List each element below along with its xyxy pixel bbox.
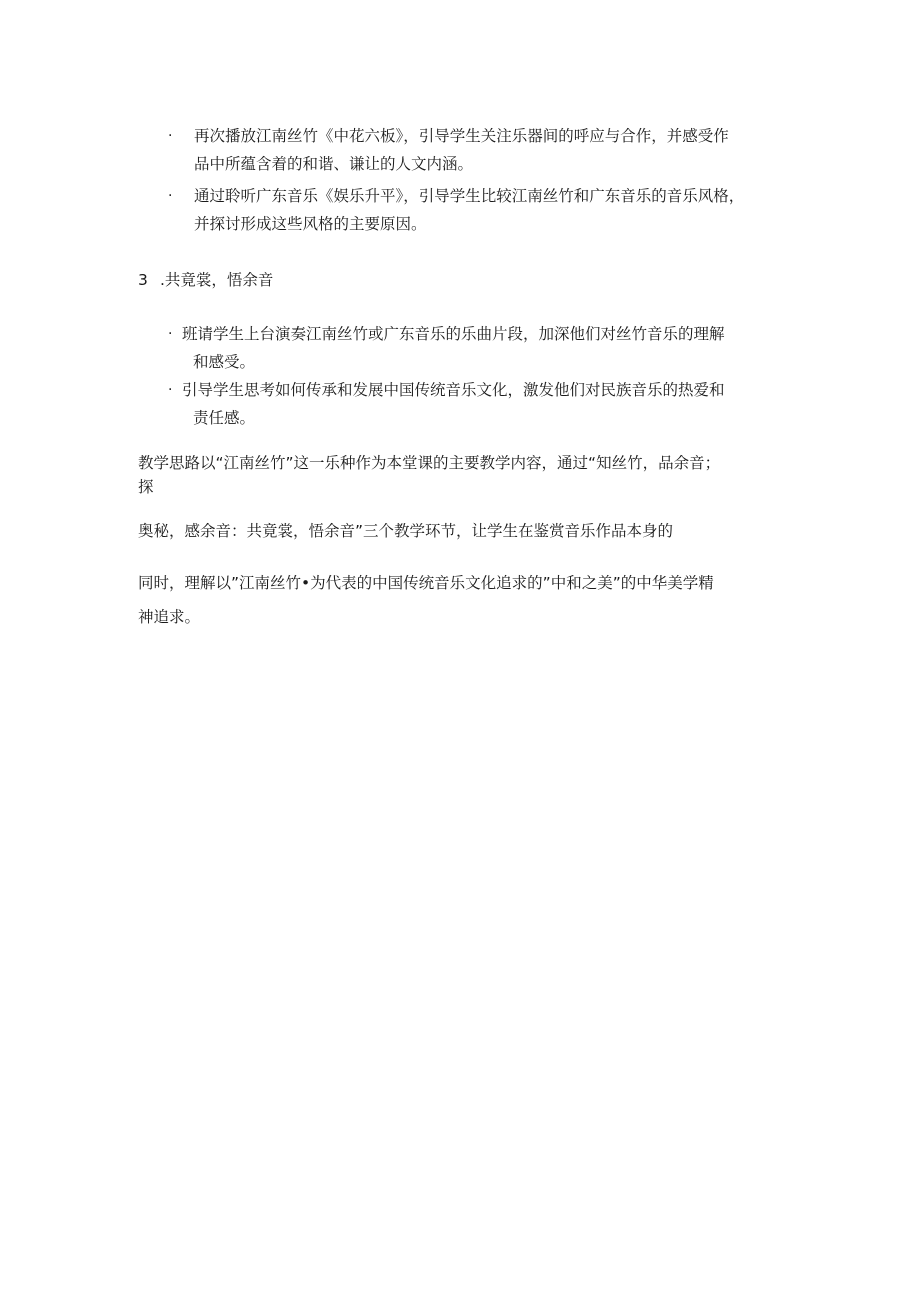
section-number: 3 — [138, 271, 148, 289]
summary-line: 奥秘，感余音：共竟裳，悟余音”三个教学环节，让学生在鉴赏音乐作品本身的 — [138, 522, 674, 540]
bullet-line: 班请学生上台演奏江南丝竹或广东音乐的乐曲片段，加深他们对丝竹音乐的理解 — [182, 325, 725, 343]
section-heading — [138, 266, 273, 294]
summary-line: 教学思路以“江南丝竹”这一乐种作为本堂课的主要教学内容，通过“知丝竹，品余音； — [138, 454, 721, 472]
bullet-line: 并探讨形成这些风格的主要原因。 — [194, 215, 427, 233]
bullet-line: 责任感。 — [193, 409, 256, 427]
bullet-text — [182, 320, 776, 376]
bullet-line: 再次播放江南丝竹《中花六板》，引导学生关注乐器间的呼应与合作，并感受作 — [194, 127, 729, 145]
bullet-dot: · — [168, 382, 173, 398]
bullet-line: 品中所蕴含着的和谐、谦让的人文内涵。 — [194, 155, 474, 173]
bullet-line: 通过聆听广东音乐《娱乐升平》，引导学生比较江南丝竹和广东音乐的音乐风格， — [194, 187, 745, 205]
summary-line: 神追求。 — [138, 608, 201, 626]
bullet-line: 引导学生思考如何传承和发展中国传统音乐文化，激发他们对民族音乐的热爱和 — [182, 381, 725, 399]
section-title: .共竟裳，悟余音 — [160, 271, 274, 289]
bullet-text — [194, 182, 788, 238]
summary-line: 同时，理解以”江南丝竹•为代表的中国传统音乐文化追求的”中和之美”的中华美学精 — [138, 574, 714, 592]
bullet-dot: · — [168, 326, 173, 342]
bullet-dot: · — [168, 188, 173, 204]
bullet-text — [194, 122, 788, 178]
summary-line: 探 — [138, 478, 154, 496]
bullet-line: 和感受。 — [193, 353, 256, 371]
bullet-text — [182, 376, 776, 432]
bullet-dot: · — [168, 128, 173, 144]
